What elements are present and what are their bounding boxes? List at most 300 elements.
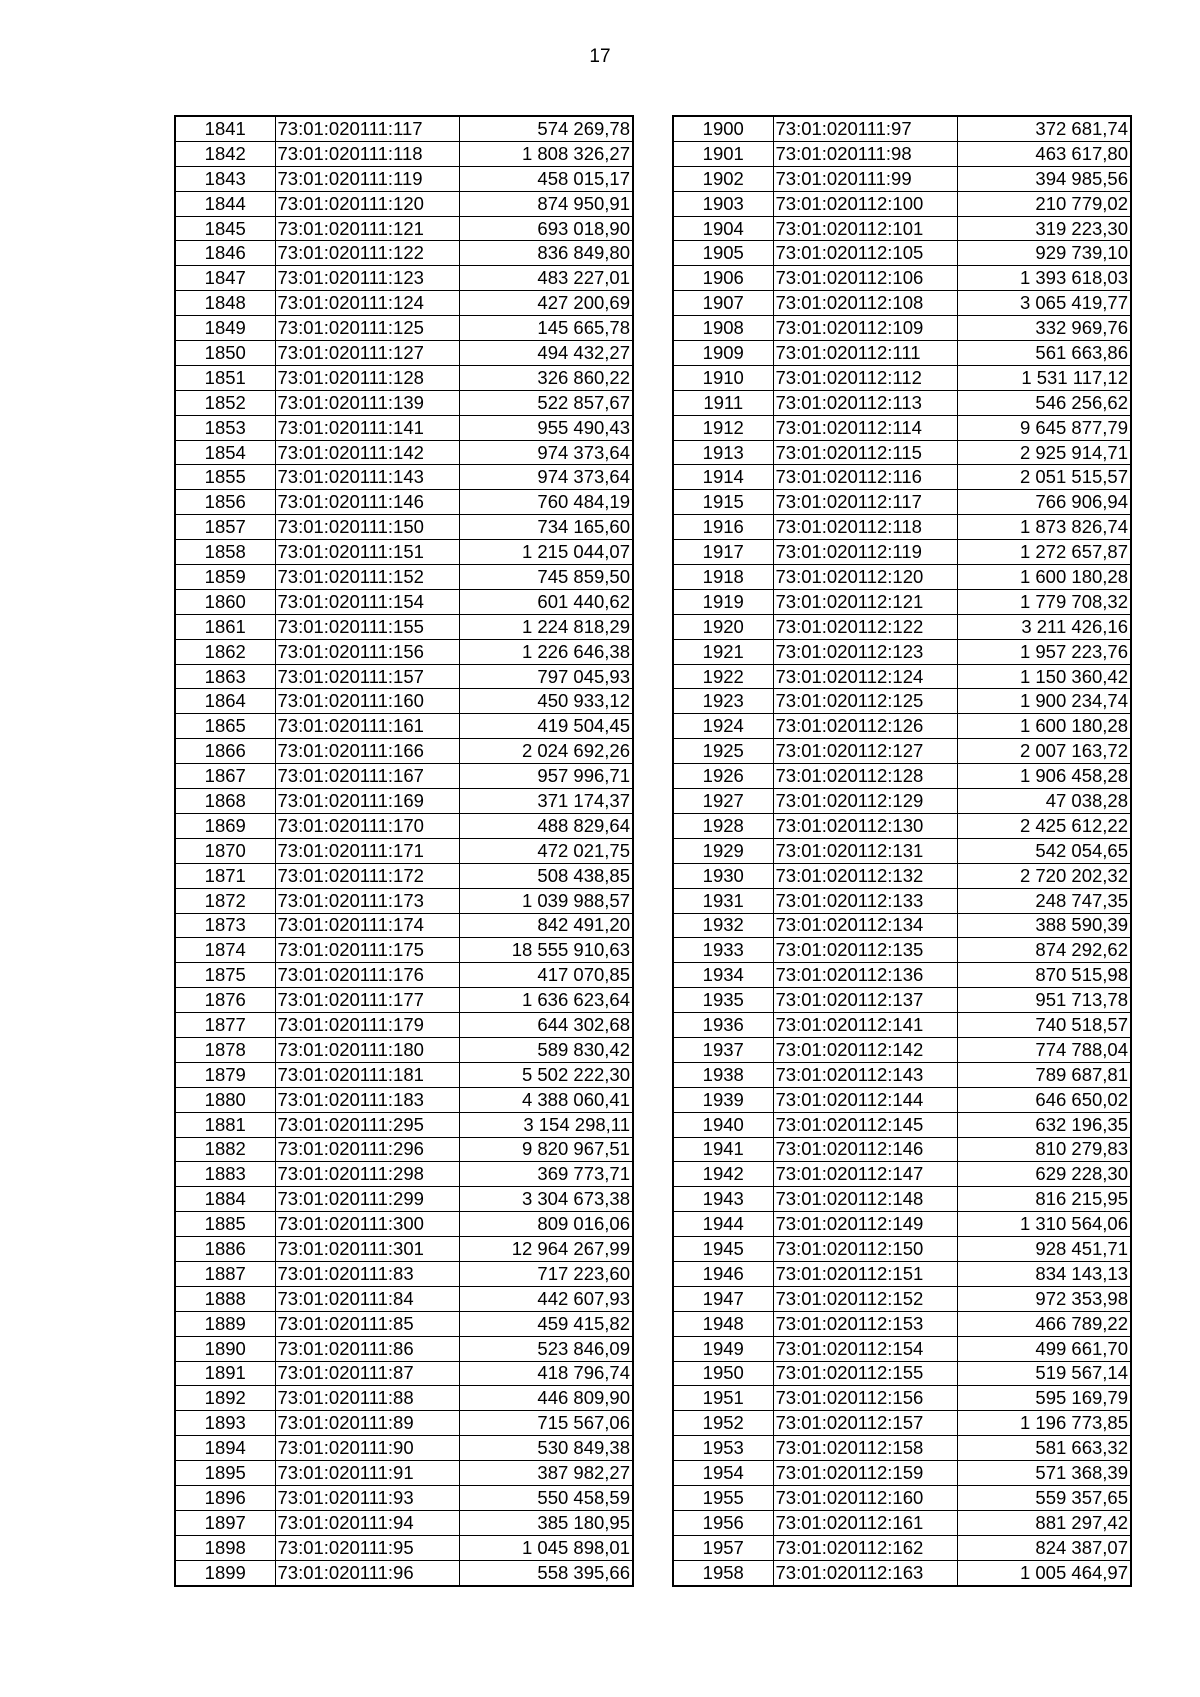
cadastral-number-cell: 73:01:020112:132 [773,863,957,888]
table-row [175,515,633,540]
table-row [175,1361,633,1386]
cadastral-number-cell: 73:01:020111:183 [275,1087,459,1112]
table-row [673,988,1131,1013]
cadastral-table-right [672,115,1132,1587]
cadastral-number-cell: 73:01:020111:139 [275,390,459,415]
row-number-cell: 1896 [175,1485,275,1510]
table-row [175,863,633,888]
cadastral-number-cell: 73:01:020111:296 [275,1137,459,1162]
value-cell: 834 143,13 [957,1261,1131,1286]
cadastral-number-cell: 73:01:020111:299 [275,1187,459,1212]
row-number-cell: 1919 [673,589,773,614]
table-row [175,739,633,764]
row-number-cell: 1900 [673,116,773,141]
cadastral-number-cell: 73:01:020112:122 [773,614,957,639]
cadastral-number-cell: 73:01:020111:152 [275,565,459,590]
cadastral-number-cell: 73:01:020112:123 [773,639,957,664]
cadastral-number-cell: 73:01:020111:181 [275,1062,459,1087]
value-cell: 472 021,75 [459,838,633,863]
table-row [673,166,1131,191]
cadastral-number-cell: 73:01:020111:175 [275,938,459,963]
value-cell: 1 039 988,57 [459,888,633,913]
row-number-cell: 1875 [175,963,275,988]
row-number-cell: 1854 [175,440,275,465]
table-row [175,241,633,266]
value-cell: 809 016,06 [459,1212,633,1237]
table-row [673,1485,1131,1510]
value-cell: 450 933,12 [459,689,633,714]
table-row [673,1436,1131,1461]
row-number-cell: 1927 [673,789,773,814]
table-row [175,589,633,614]
value-cell: 488 829,64 [459,813,633,838]
row-number-cell: 1922 [673,664,773,689]
cadastral-number-cell: 73:01:020111:154 [275,589,459,614]
row-number-cell: 1948 [673,1311,773,1336]
row-number-cell: 1947 [673,1286,773,1311]
cadastral-number-cell: 73:01:020112:117 [773,490,957,515]
table-row [673,540,1131,565]
row-number-cell: 1853 [175,415,275,440]
table-row [673,913,1131,938]
row-number-cell: 1895 [175,1461,275,1486]
cadastral-number-cell: 73:01:020111:122 [275,241,459,266]
cadastral-number-cell: 73:01:020111:295 [275,1112,459,1137]
cadastral-number-cell: 73:01:020112:148 [773,1187,957,1212]
table-row [673,1386,1131,1411]
value-cell: 522 857,67 [459,390,633,415]
value-cell: 571 368,39 [957,1461,1131,1486]
cadastral-number-cell: 73:01:020111:170 [275,813,459,838]
cadastral-number-cell: 73:01:020112:149 [773,1212,957,1237]
value-cell: 442 607,93 [459,1286,633,1311]
value-cell: 145 665,78 [459,316,633,341]
value-cell: 1 310 564,06 [957,1212,1131,1237]
row-number-cell: 1931 [673,888,773,913]
value-cell: 1 215 044,07 [459,540,633,565]
table-row [673,266,1131,291]
table-row [673,813,1131,838]
table-row [175,689,633,714]
cadastral-number-cell: 73:01:020112:142 [773,1037,957,1062]
cadastral-number-cell: 73:01:020111:94 [275,1510,459,1535]
table-row [175,365,633,390]
cadastral-number-cell: 73:01:020111:300 [275,1212,459,1237]
row-number-cell: 1899 [175,1560,275,1585]
table-row [175,1237,633,1262]
table-row [175,316,633,341]
table-row [673,838,1131,863]
value-cell: 1 957 223,76 [957,639,1131,664]
value-cell: 12 964 267,99 [459,1237,633,1262]
value-cell: 646 650,02 [957,1087,1131,1112]
table-row [673,739,1131,764]
table-row [673,1261,1131,1286]
cadastral-number-cell: 73:01:020111:84 [275,1286,459,1311]
cadastral-number-cell: 73:01:020112:100 [773,191,957,216]
cadastral-number-cell: 73:01:020111:176 [275,963,459,988]
table-row [673,291,1131,316]
row-number-cell: 1841 [175,116,275,141]
row-number-cell: 1877 [175,1013,275,1038]
row-number-cell: 1871 [175,863,275,888]
table-row [175,1037,633,1062]
table-row [175,888,633,913]
row-number-cell: 1929 [673,838,773,863]
row-number-cell: 1848 [175,291,275,316]
value-cell: 601 440,62 [459,589,633,614]
cadastral-number-cell: 73:01:020112:112 [773,365,957,390]
cadastral-number-cell: 73:01:020112:120 [773,565,957,590]
cadastral-number-cell: 73:01:020112:126 [773,714,957,739]
value-cell: 446 809,90 [459,1386,633,1411]
value-cell: 870 515,98 [957,963,1131,988]
row-number-cell: 1955 [673,1485,773,1510]
cadastral-number-cell: 73:01:020111:117 [275,116,459,141]
value-cell: 3 211 426,16 [957,614,1131,639]
table-row [673,241,1131,266]
table-row [673,141,1131,166]
cadastral-number-cell: 73:01:020112:145 [773,1112,957,1137]
value-cell: 1 045 898,01 [459,1535,633,1560]
cadastral-number-cell: 73:01:020112:161 [773,1510,957,1535]
row-number-cell: 1873 [175,913,275,938]
row-number-cell: 1884 [175,1187,275,1212]
row-number-cell: 1887 [175,1261,275,1286]
row-number-cell: 1891 [175,1361,275,1386]
table-row [175,1261,633,1286]
table-row [673,1411,1131,1436]
cadastral-number-cell: 73:01:020111:98 [773,141,957,166]
table-row [673,515,1131,540]
cadastral-number-cell: 73:01:020111:156 [275,639,459,664]
row-number-cell: 1914 [673,465,773,490]
value-cell: 595 169,79 [957,1386,1131,1411]
value-cell: 589 830,42 [459,1037,633,1062]
table-row [175,1535,633,1560]
cadastral-number-cell: 73:01:020111:125 [275,316,459,341]
value-cell: 957 996,71 [459,764,633,789]
row-number-cell: 1940 [673,1112,773,1137]
table-row [673,1137,1131,1162]
row-number-cell: 1872 [175,888,275,913]
table-row [175,540,633,565]
cadastral-number-cell: 73:01:020111:174 [275,913,459,938]
table-row [673,1336,1131,1361]
cadastral-number-cell: 73:01:020112:115 [773,440,957,465]
table-row [673,116,1131,141]
value-cell: 1 005 464,97 [957,1560,1131,1585]
row-number-cell: 1954 [673,1461,773,1486]
cadastral-number-cell: 73:01:020111:301 [275,1237,459,1262]
row-number-cell: 1897 [175,1510,275,1535]
value-cell: 717 223,60 [459,1261,633,1286]
value-cell: 874 292,62 [957,938,1131,963]
table-row [175,1187,633,1212]
value-cell: 369 773,71 [459,1162,633,1187]
row-number-cell: 1898 [175,1535,275,1560]
row-number-cell: 1937 [673,1037,773,1062]
cadastral-number-cell: 73:01:020112:141 [773,1013,957,1038]
cadastral-number-cell: 73:01:020112:118 [773,515,957,540]
row-number-cell: 1946 [673,1261,773,1286]
table-row [175,266,633,291]
cadastral-number-cell: 73:01:020111:87 [275,1361,459,1386]
table-row [673,1237,1131,1262]
cadastral-number-cell: 73:01:020112:136 [773,963,957,988]
row-number-cell: 1908 [673,316,773,341]
value-cell: 774 788,04 [957,1037,1131,1062]
value-cell: 1 196 773,85 [957,1411,1131,1436]
row-number-cell: 1952 [673,1411,773,1436]
cadastral-number-cell: 73:01:020112:143 [773,1062,957,1087]
cadastral-number-cell: 73:01:020111:171 [275,838,459,863]
table-row [175,789,633,814]
table-row [175,714,633,739]
table-row [175,490,633,515]
cadastral-number-cell: 73:01:020112:128 [773,764,957,789]
row-number-cell: 1874 [175,938,275,963]
value-cell: 47 038,28 [957,789,1131,814]
value-cell: 629 228,30 [957,1162,1131,1187]
row-number-cell: 1957 [673,1535,773,1560]
table-row [673,1286,1131,1311]
row-number-cell: 1883 [175,1162,275,1187]
table-row [175,291,633,316]
table-row [673,589,1131,614]
table-row [673,1361,1131,1386]
table-row [175,1162,633,1187]
table-row [673,1087,1131,1112]
table-row [175,1436,633,1461]
value-cell: 644 302,68 [459,1013,633,1038]
value-cell: 466 789,22 [957,1311,1131,1336]
cadastral-number-cell: 73:01:020112:114 [773,415,957,440]
value-cell: 816 215,95 [957,1187,1131,1212]
row-number-cell: 1944 [673,1212,773,1237]
table-row [673,341,1131,366]
row-number-cell: 1850 [175,341,275,366]
table-row [175,988,633,1013]
row-number-cell: 1920 [673,614,773,639]
cadastral-number-cell: 73:01:020111:151 [275,540,459,565]
table-row [673,1013,1131,1038]
cadastral-number-cell: 73:01:020111:120 [275,191,459,216]
row-number-cell: 1885 [175,1212,275,1237]
table-row [175,764,633,789]
value-cell: 745 859,50 [459,565,633,590]
row-number-cell: 1857 [175,515,275,540]
value-cell: 824 387,07 [957,1535,1131,1560]
table-row [175,1286,633,1311]
value-cell: 3 065 419,77 [957,291,1131,316]
cadastral-number-cell: 73:01:020111:91 [275,1461,459,1486]
value-cell: 483 227,01 [459,266,633,291]
row-number-cell: 1953 [673,1436,773,1461]
cadastral-number-cell: 73:01:020112:121 [773,589,957,614]
row-number-cell: 1907 [673,291,773,316]
row-number-cell: 1867 [175,764,275,789]
value-cell: 2 720 202,32 [957,863,1131,888]
table-row [175,1062,633,1087]
table-row [673,216,1131,241]
value-cell: 494 432,27 [459,341,633,366]
row-number-cell: 1863 [175,664,275,689]
value-cell: 928 451,71 [957,1237,1131,1262]
row-number-cell: 1888 [175,1286,275,1311]
cadastral-number-cell: 73:01:020111:160 [275,689,459,714]
table-row [175,664,633,689]
cadastral-number-cell: 73:01:020112:159 [773,1461,957,1486]
value-cell: 427 200,69 [459,291,633,316]
row-number-cell: 1868 [175,789,275,814]
value-cell: 248 747,35 [957,888,1131,913]
value-cell: 1 900 234,74 [957,689,1131,714]
row-number-cell: 1847 [175,266,275,291]
row-number-cell: 1951 [673,1386,773,1411]
value-cell: 734 165,60 [459,515,633,540]
cadastral-number-cell: 73:01:020111:155 [275,614,459,639]
value-cell: 463 617,80 [957,141,1131,166]
value-cell: 419 504,45 [459,714,633,739]
value-cell: 1 393 618,03 [957,266,1131,291]
table-row [175,1087,633,1112]
row-number-cell: 1843 [175,166,275,191]
row-number-cell: 1950 [673,1361,773,1386]
cadastral-number-cell: 73:01:020111:118 [275,141,459,166]
table-row [175,141,633,166]
row-number-cell: 1861 [175,614,275,639]
table-row [673,764,1131,789]
cadastral-number-cell: 73:01:020111:150 [275,515,459,540]
value-cell: 2 425 612,22 [957,813,1131,838]
cadastral-number-cell: 73:01:020111:123 [275,266,459,291]
row-number-cell: 1949 [673,1336,773,1361]
value-cell: 519 567,14 [957,1361,1131,1386]
row-number-cell: 1938 [673,1062,773,1087]
cadastral-number-cell: 73:01:020112:108 [773,291,957,316]
row-number-cell: 1852 [175,390,275,415]
row-number-cell: 1904 [673,216,773,241]
value-cell: 951 713,78 [957,988,1131,1013]
cadastral-number-cell: 73:01:020112:144 [773,1087,957,1112]
cadastral-number-cell: 73:01:020111:146 [275,490,459,515]
cadastral-number-cell: 73:01:020111:141 [275,415,459,440]
table-row [673,1510,1131,1535]
row-number-cell: 1911 [673,390,773,415]
table-row [175,415,633,440]
cadastral-number-cell: 73:01:020111:143 [275,465,459,490]
table-row [175,1560,633,1585]
cadastral-number-cell: 73:01:020111:180 [275,1037,459,1062]
cadastral-number-cell: 73:01:020112:131 [773,838,957,863]
table-row [175,1336,633,1361]
cadastral-number-cell: 73:01:020111:173 [275,888,459,913]
row-number-cell: 1909 [673,341,773,366]
table-row [673,714,1131,739]
cadastral-number-cell: 73:01:020112:135 [773,938,957,963]
table-row [673,888,1131,913]
row-number-cell: 1906 [673,266,773,291]
table-row [673,465,1131,490]
table-row [175,1212,633,1237]
row-number-cell: 1882 [175,1137,275,1162]
row-number-cell: 1935 [673,988,773,1013]
cadastral-number-cell: 73:01:020111:96 [275,1560,459,1585]
row-number-cell: 1930 [673,863,773,888]
row-number-cell: 1945 [673,1237,773,1262]
row-number-cell: 1845 [175,216,275,241]
table-row [673,614,1131,639]
table-row [673,191,1131,216]
row-number-cell: 1870 [175,838,275,863]
table-row [175,1112,633,1137]
cadastral-number-cell: 73:01:020112:156 [773,1386,957,1411]
row-number-cell: 1846 [175,241,275,266]
cadastral-number-cell: 73:01:020111:124 [275,291,459,316]
table-body [175,116,633,1586]
row-number-cell: 1892 [175,1386,275,1411]
cadastral-number-cell: 73:01:020112:119 [773,540,957,565]
value-cell: 929 739,10 [957,241,1131,266]
value-cell: 499 661,70 [957,1336,1131,1361]
row-number-cell: 1905 [673,241,773,266]
row-number-cell: 1915 [673,490,773,515]
value-cell: 760 484,19 [459,490,633,515]
value-cell: 740 518,57 [957,1013,1131,1038]
cadastral-number-cell: 73:01:020112:106 [773,266,957,291]
value-cell: 1 150 360,42 [957,664,1131,689]
table-row [673,390,1131,415]
row-number-cell: 1876 [175,988,275,1013]
cadastral-number-cell: 73:01:020112:129 [773,789,957,814]
row-number-cell: 1923 [673,689,773,714]
row-number-cell: 1855 [175,465,275,490]
table-row [175,838,633,863]
cadastral-number-cell: 73:01:020112:130 [773,813,957,838]
value-cell: 558 395,66 [459,1560,633,1585]
value-cell: 632 196,35 [957,1112,1131,1137]
cadastral-number-cell: 73:01:020112:111 [773,341,957,366]
cadastral-table-left [174,115,634,1587]
table-row [175,465,633,490]
cadastral-number-cell: 73:01:020112:153 [773,1311,957,1336]
table-row [673,1311,1131,1336]
value-cell: 18 555 910,63 [459,938,633,963]
table-row [673,1560,1131,1585]
value-cell: 1 873 826,74 [957,515,1131,540]
cadastral-number-cell: 73:01:020112:133 [773,888,957,913]
table-row [175,1485,633,1510]
cadastral-number-cell: 73:01:020112:158 [773,1436,957,1461]
cadastral-number-cell: 73:01:020112:163 [773,1560,957,1585]
value-cell: 326 860,22 [459,365,633,390]
cadastral-number-cell: 73:01:020111:85 [275,1311,459,1336]
cadastral-number-cell: 73:01:020112:157 [773,1411,957,1436]
cadastral-number-cell: 73:01:020112:150 [773,1237,957,1262]
value-cell: 546 256,62 [957,390,1131,415]
table-row [175,191,633,216]
table-row [673,316,1131,341]
cadastral-number-cell: 73:01:020112:137 [773,988,957,1013]
value-cell: 319 223,30 [957,216,1131,241]
value-cell: 1 808 326,27 [459,141,633,166]
row-number-cell: 1925 [673,739,773,764]
row-number-cell: 1901 [673,141,773,166]
value-cell: 4 388 060,41 [459,1087,633,1112]
cadastral-number-cell: 73:01:020111:128 [275,365,459,390]
table-row [673,689,1131,714]
